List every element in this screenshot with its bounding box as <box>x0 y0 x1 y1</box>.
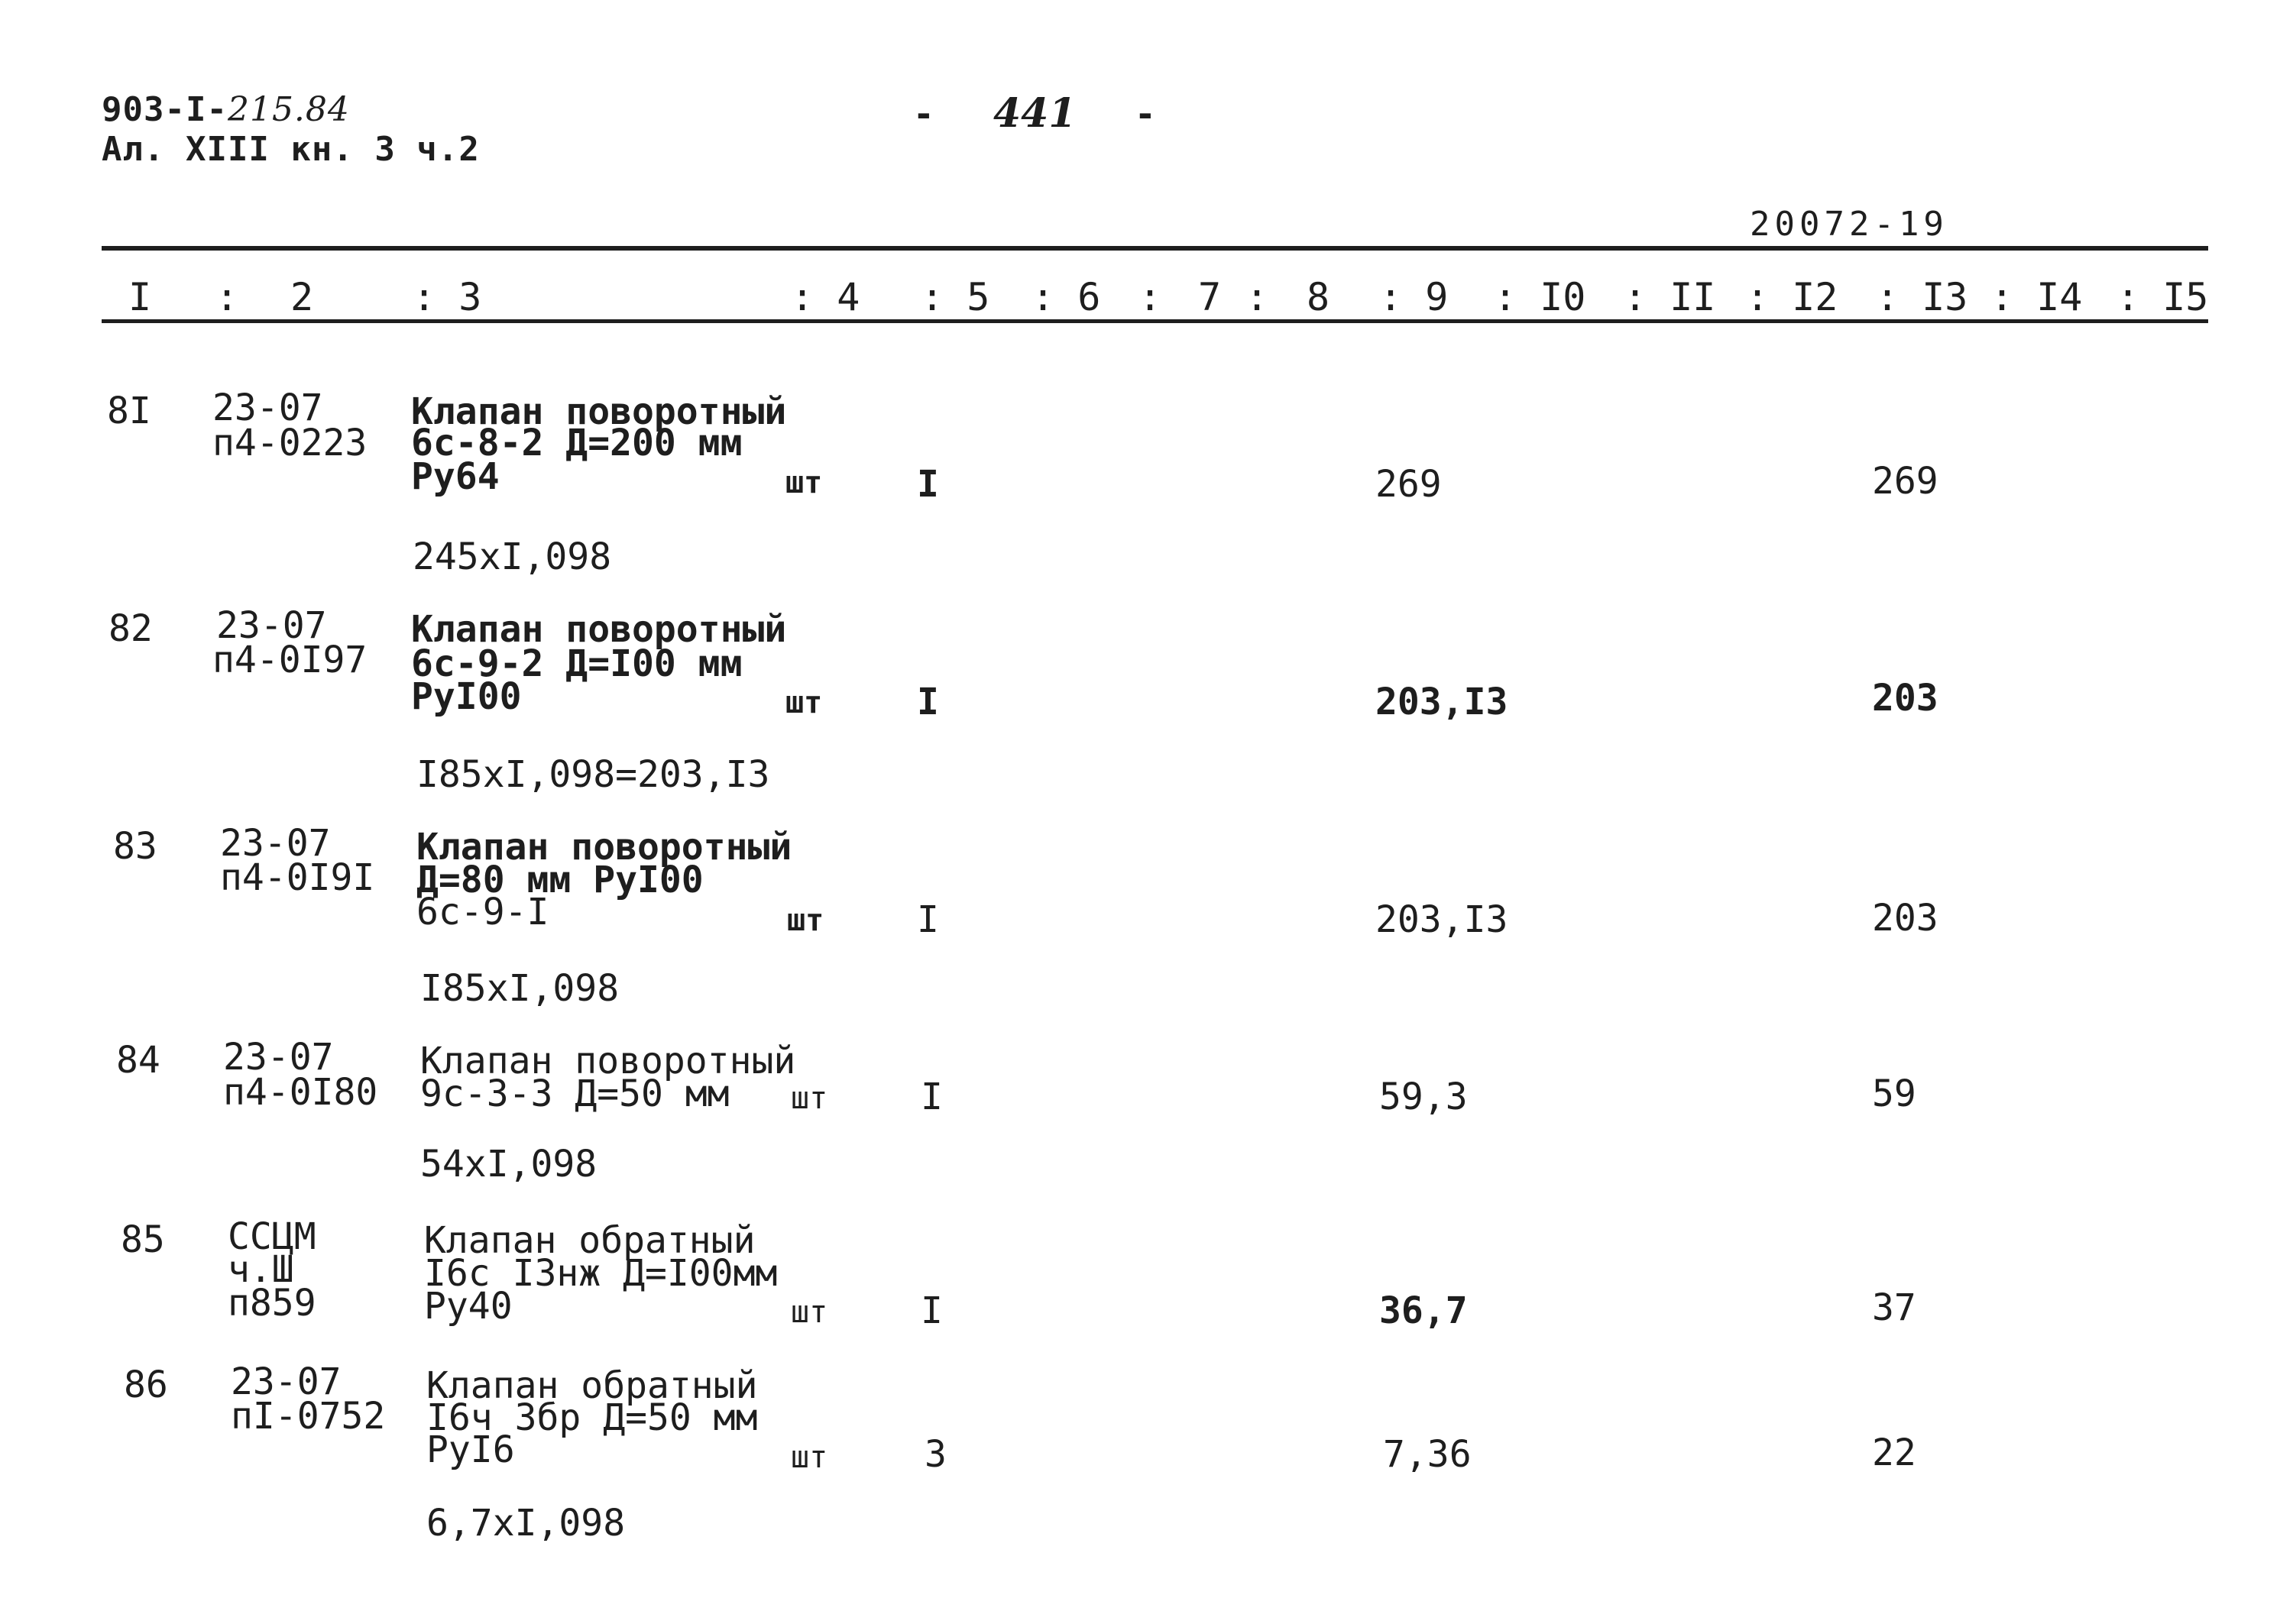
code-line: 23-07 <box>216 604 327 647</box>
col-8: 8 <box>1307 275 1330 319</box>
col-4: : 4 <box>791 275 860 319</box>
quantity: I <box>917 463 939 506</box>
document-code-handwritten: 215.84 <box>227 90 350 129</box>
code-line: пI-0752 <box>231 1395 386 1438</box>
total: 269 <box>1872 460 1938 503</box>
code-line: 23-07 <box>231 1360 342 1403</box>
col-14: : I4 <box>1990 275 2083 319</box>
item-name-line: I6с I3нж Д=I00мм <box>424 1252 778 1295</box>
unit: шт <box>785 685 823 720</box>
item-name-line: Д=80 мм РуI00 <box>416 859 704 901</box>
item-number: 83 <box>113 825 157 868</box>
col-11: : II <box>1624 275 1716 319</box>
item-number: 8I <box>107 390 151 432</box>
code-line: ССЦМ <box>228 1215 316 1258</box>
code-line: 23-07 <box>220 822 331 865</box>
code-line: 23-07 <box>212 387 323 429</box>
document-code <box>102 90 350 129</box>
quantity: I <box>921 1076 943 1118</box>
unit: шт <box>785 465 823 500</box>
unit: шт <box>791 1295 828 1330</box>
unit-price: 59,3 <box>1379 1076 1468 1118</box>
code-line: п4-0223 <box>212 422 368 464</box>
item-name-line: Клапан поворотный <box>416 826 792 869</box>
item-name-line: I6ч 3бр Д=50 мм <box>426 1396 758 1439</box>
unit: шт <box>791 1440 828 1475</box>
sheet-number: 20072-19 <box>1750 205 1948 244</box>
item-name-line: Клапан поворотный <box>411 390 787 433</box>
col-10: : I0 <box>1494 275 1586 319</box>
col-12: : I2 <box>1746 275 1838 319</box>
calculation: I85xI,098 <box>420 967 620 1010</box>
calculation: 54xI,098 <box>420 1143 598 1186</box>
page-number: 441 <box>993 90 1077 137</box>
unit: шт <box>787 903 824 938</box>
calculation: 245xI,098 <box>413 535 612 578</box>
item-name-line: Клапан обратный <box>424 1219 756 1262</box>
item-number: 82 <box>108 607 153 650</box>
total: 37 <box>1872 1286 1916 1329</box>
quantity: I <box>921 1289 943 1332</box>
unit-price: 203,I3 <box>1375 681 1508 723</box>
col-2: 2 <box>290 275 314 319</box>
calculation: I85xI,098=203,I3 <box>416 753 770 796</box>
header-rule-bottom <box>102 319 2208 323</box>
item-name-line: Клапан поворотный <box>411 608 787 651</box>
code-line: п4-0I97 <box>212 639 368 681</box>
album-label: Ал. XIII кн. 3 <box>102 130 396 169</box>
code-line: 23-07 <box>223 1036 334 1079</box>
col-9: : 9 <box>1379 275 1449 319</box>
unit: шт <box>791 1081 828 1116</box>
total: 203 <box>1872 897 1938 940</box>
document-code-prefix: 903-I- <box>102 90 228 129</box>
item-number: 84 <box>116 1039 160 1082</box>
col-3: : 3 <box>413 275 482 319</box>
unit-price: 203,I3 <box>1375 898 1508 941</box>
part-label: ч.2 <box>416 130 480 169</box>
col-7: 7 <box>1198 275 1222 319</box>
quantity: I <box>917 681 939 723</box>
unit-price: 269 <box>1375 463 1442 506</box>
col-13: : I3 <box>1876 275 1968 319</box>
album-line <box>102 130 480 169</box>
total: 59 <box>1872 1072 1916 1115</box>
page-dash-right: - <box>1135 93 1156 134</box>
code-line: п4-0I80 <box>223 1071 378 1114</box>
col-1: I <box>128 275 152 319</box>
total: 22 <box>1872 1432 1916 1474</box>
col-5: : 5 <box>921 275 990 319</box>
code-line: ч.Ш <box>228 1248 294 1291</box>
item-name-line: Клапан поворотный <box>420 1040 796 1082</box>
unit-price: 36,7 <box>1379 1289 1468 1332</box>
page-dash-left: - <box>913 93 934 134</box>
col-sep-1: : <box>215 275 239 319</box>
calculation: 6,7xI,098 <box>426 1502 626 1545</box>
col-sep-8: : <box>1245 275 1269 319</box>
item-number: 85 <box>121 1218 165 1261</box>
item-name-line: 6с-9-I <box>416 891 549 933</box>
col-6: : 6 <box>1032 275 1101 319</box>
code-line: п859 <box>228 1282 316 1325</box>
item-name-line: РуI6 <box>426 1428 515 1471</box>
quantity: 3 <box>925 1433 947 1476</box>
unit-price: 7,36 <box>1383 1433 1472 1476</box>
item-name-line: Ру64 <box>411 455 500 498</box>
header-rule-top <box>102 246 2208 251</box>
total: 203 <box>1872 677 1938 720</box>
item-name-line: 9с-3-3 Д=50 мм <box>420 1072 730 1115</box>
item-name-line: 6с-8-2 Д=200 мм <box>411 422 743 464</box>
item-name-line: Клапан обратный <box>426 1364 758 1407</box>
item-name-line: Ру40 <box>424 1285 513 1328</box>
item-name-line: РуI00 <box>411 675 522 718</box>
col-15: : I5 <box>2116 275 2209 319</box>
item-number: 86 <box>124 1364 168 1406</box>
col-sep-7: : <box>1138 275 1162 319</box>
quantity: I <box>917 898 939 941</box>
code-line: п4-0I9I <box>220 856 375 899</box>
item-name-line: 6с-9-2 Д=I00 мм <box>411 642 743 685</box>
